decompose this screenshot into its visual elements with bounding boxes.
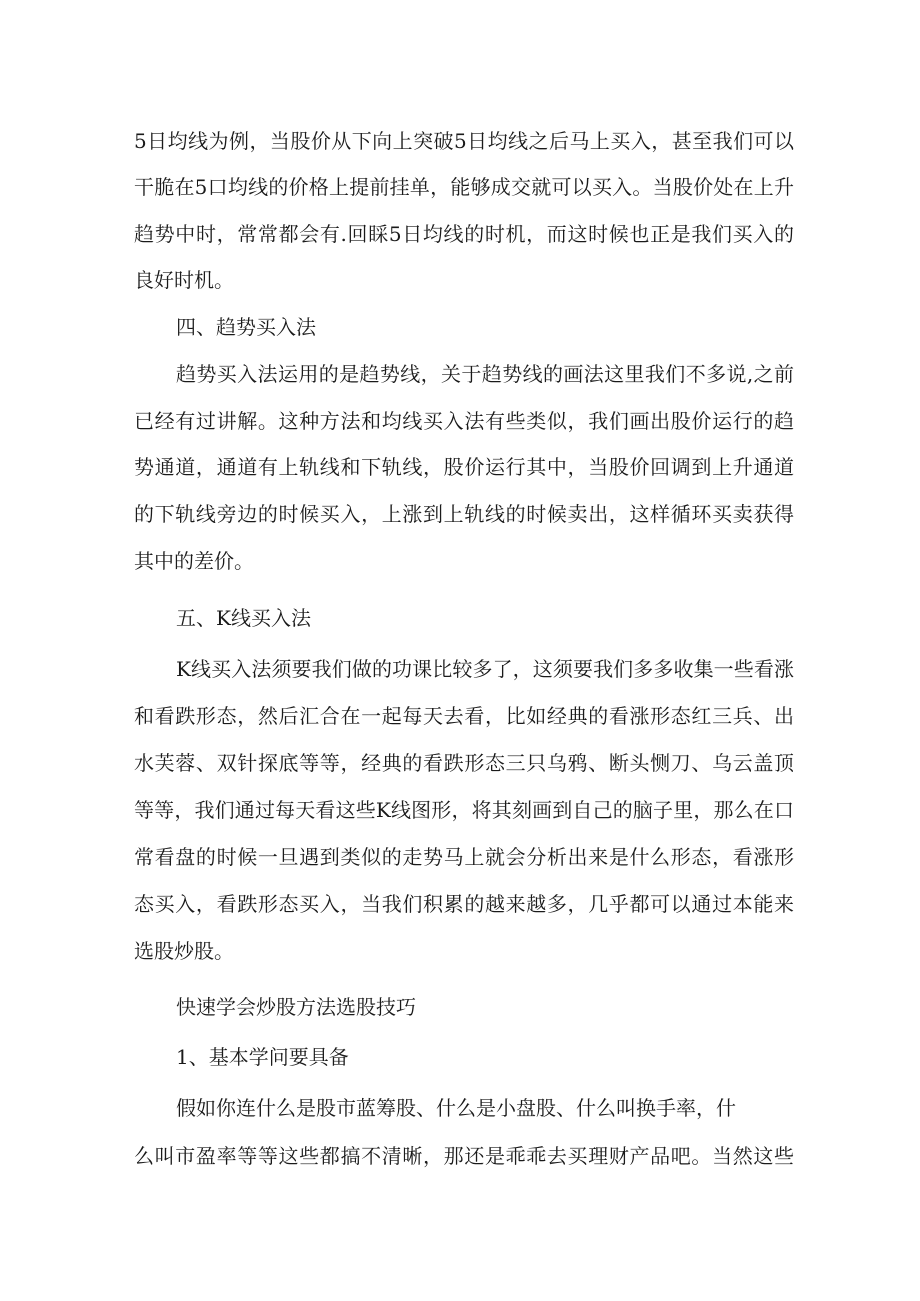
paragraph-line: 趋势中时，常常都会有.回睬5日均线的时机，而这时候也正是我们买入的: [134, 222, 794, 246]
paragraph-line: 良好时机。: [134, 268, 234, 292]
paragraph-line: 选股炒股。: [134, 939, 234, 963]
paragraph-line: 5日均线为例，当股价从下向上突破5日均线之后马上买入，甚至我们可以: [134, 129, 794, 153]
paragraph-line: K线买入法须要我们做的功课比较多了，这须要我们多多收集一些看涨: [176, 657, 794, 681]
paragraph-line: 么叫市盈率等等这些都搞不清晰，那还是乖乖去买理财产品吧。当然这些: [134, 1144, 794, 1168]
paragraph-line: 其中的差价。: [134, 549, 254, 573]
paragraph-line: 已经有过讲解。这种方法和均线买入法有些类似，我们画出股价运行的趋: [134, 409, 794, 433]
paragraph-line: 常看盘的时候一旦遇到类似的走势马上就会分析出来是什么形态，看涨形: [134, 845, 794, 869]
paragraph-line: 的下轨线旁边的时候买入，上涨到上轨线的时候卖出，这样循环买卖获得: [134, 502, 794, 526]
paragraph-line: 趋势买入法运用的是趋势线，关于趋势线的画法这里我们不多说,之前: [176, 362, 794, 386]
paragraph-line: 态买入，看跌形态买入，当我们积累的越来越多，几乎都可以通过本能来: [134, 892, 794, 916]
paragraph-line: 干脆在5口均线的价格上提前挂单，能够成交就可以买入。当股价处在上升: [134, 175, 794, 199]
section-heading: 1、基本学问要具备: [176, 1045, 349, 1069]
section-title: 快速学会炒股方法选股技巧: [176, 995, 416, 1019]
paragraph-line: 和看跌形态，然后汇合在一起每天去看，比如经典的看涨形态红三兵、出: [134, 704, 794, 728]
paragraph-line: 假如你连什么是股市蓝筹股、什么是小盘股、什么叫换手率，什: [176, 1096, 736, 1120]
section-heading: 四、趋势买入法: [176, 315, 316, 339]
section-heading: 五、K线买入法: [176, 606, 311, 630]
paragraph-line: 水芙蓉、双针探底等等，经典的看跌形态三只乌鸦、断头恻刀、乌云盖顶: [134, 751, 794, 775]
paragraph-line: 等等，我们通过每天看这些K线图形，将其刻画到自己的脑子里，那么在口: [134, 798, 794, 822]
paragraph-line: 势通道，通道有上轨线和下轨线，股价运行其中，当股价回调到上升通道: [134, 455, 794, 479]
